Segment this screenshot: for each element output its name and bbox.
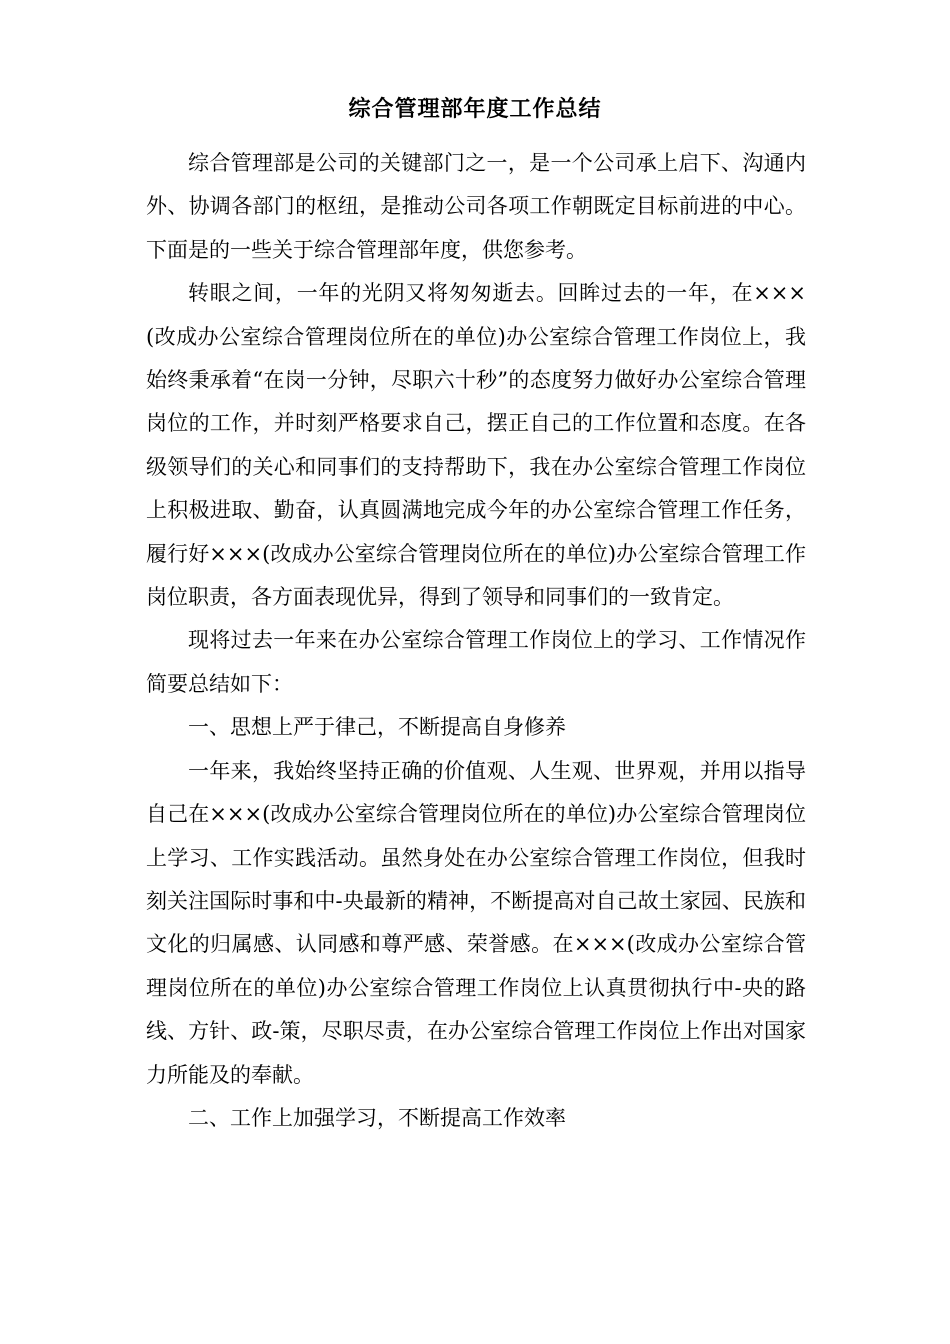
paragraph-summary-lead: 现将过去一年来在办公室综合管理工作岗位上的学习、工作情况作简要总结如下： — [146, 628, 806, 696]
section-heading-1: 一、思想上严于律己，不断提高自身修养 — [188, 715, 566, 740]
document-title: 综合管理部年度工作总结 — [348, 96, 602, 122]
paragraph-intro: 综合管理部是公司的关键部门之一，是一个公司承上启下、沟通内外、协调各部门的枢纽，是推动公司各项工作朝既定目标前进的中心。下面是的一些关于综合管理部年度，供您参考。 — [146, 151, 806, 262]
section-heading-2: 二、工作上加强学习，不断提高工作效率 — [188, 1105, 566, 1130]
paragraph-section-1: 一年来，我始终坚持正确的价值观、人生观、世界观，并用以指导自己在×××(改成办公室综合管理岗位所在的单位)办公室综合管理岗位上学习、工作实践活动。虽然身处在办公室综合管理工作岗位，但我时刻关注国际时事和中-央最新的精神，不断提高对自己故土家园、民族和文化的归属感、认同感和尊严感、荣誉感。在×××(改成办公室综合管理岗位所在的单位)办公室综合管理工作岗位上认真贯彻执行中-央的路线、方针、政-策，尽职尽责，在办公室综合管理工作岗位上作出对国家力所能及的奉献。 — [146, 758, 806, 1087]
document-body — [146, 142, 806, 1140]
paragraph-review: 转眼之间，一年的光阴又将匆匆逝去。回眸过去的一年，在×××(改成办公室综合管理岗位所在的单位)办公室综合管理工作岗位上，我始终秉承着“在岗一分钟，尽职六十秒”的态度努力做好办公室综合管理岗位的工作，并时刻严格要求自己，摆正自己的工作位置和态度。在各级领导们的关心和同事们的支持帮助下，我在办公室综合管理工作岗位上积极进取、勤奋，认真圆满地完成今年的办公室综合管理工作任务，履行好×××(改成办公室综合管理岗位所在的单位)办公室综合管理工作岗位职责，各方面表现优异，得到了领导和同事们的一致肯定。 — [146, 281, 806, 610]
